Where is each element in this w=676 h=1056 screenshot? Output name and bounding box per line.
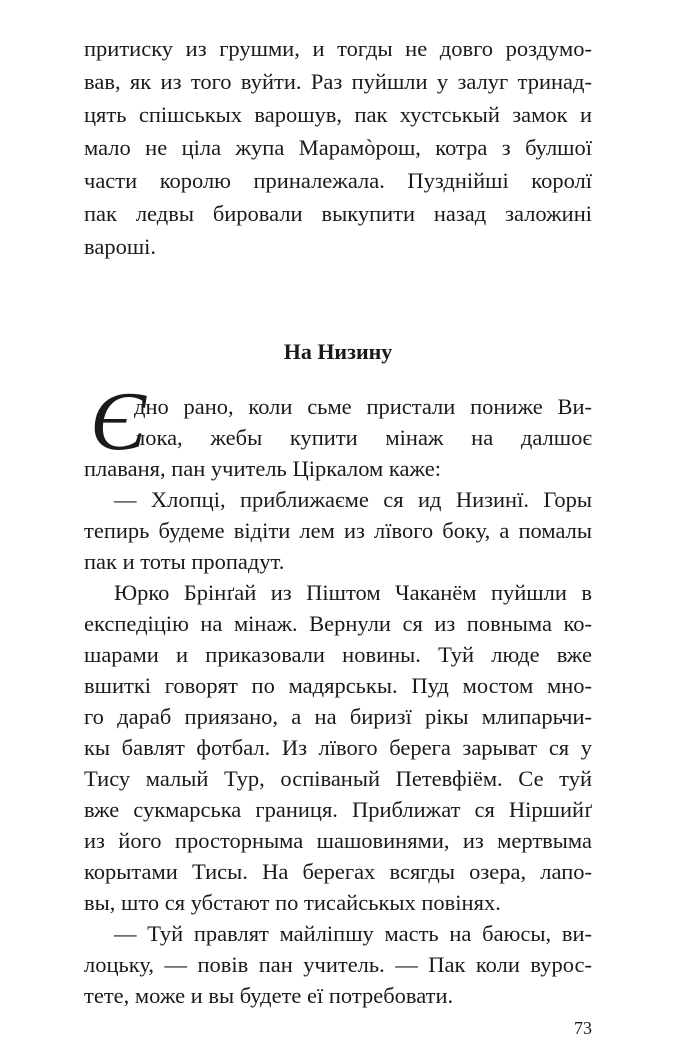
text-line: мало не ціла жупа Марамòрош, котра з булшої	[84, 135, 592, 160]
text-line: тете, може и вы будете еї потребовати.	[84, 983, 454, 1008]
text-line: лока, жебы купити мінаж на далшоє	[134, 425, 592, 450]
drop-cap: Є	[90, 375, 147, 468]
text-line: вы, што ся убстают по тисайськых повінях.	[84, 890, 501, 915]
text-line: пак ледвы бировали выкупити назад заложині	[84, 201, 592, 226]
text-line: тепирь будеме відіти лем из лївого боку, а помалы	[84, 518, 592, 543]
page-number: 73	[574, 1018, 592, 1038]
text-line: корытами Тисы. На берегах всягды озера, лапо-	[84, 859, 592, 884]
text-line: дно рано, коли сьме пристали пониже Ви-	[134, 394, 592, 419]
text-line: пак и тоты пропадут.	[84, 549, 285, 574]
text-line: — Хлопці, приближаєме ся ид Низинї. Горы	[114, 487, 592, 512]
text-line: кы бавлят фотбал. Из лївого берега зарыват ся у	[84, 735, 592, 760]
text-line: плаваня, пан учитель Ціркалом каже:	[84, 456, 441, 481]
section-title: На Низину	[283, 339, 393, 364]
text-line: притиску из грушми, и тогды не довго роздумо-	[84, 36, 592, 61]
text-line: цять спішськых варошув, пак хустськый замок и	[84, 102, 592, 127]
text-line: шарами и приказовали новины. Туй люде вже	[84, 642, 592, 667]
text-line: вшиткі говорят по мадярськы. Пуд мостом мно-	[84, 673, 592, 698]
text-line: вже сукмарська границя. Приближат ся Ніршийґ	[84, 797, 592, 822]
text-line: Тису малый Тур, оспіваный Петевфіём. Се туй	[84, 766, 592, 791]
text-line: експедіцію на мінаж. Вернули ся из повныма ко-	[84, 611, 592, 636]
text-line: вав, як из того вуйти. Раз пуйшли у залуг тринад-	[84, 69, 592, 94]
text-line: части королю приналежала. Пузднійші королї	[84, 168, 592, 193]
text-line: вароші.	[84, 234, 157, 259]
text-line: — Туй правлят майліпшу масть на баюсы, ви-	[114, 921, 592, 946]
text-line: лоцьку, — повів пан учитель. — Пак коли вурос-	[84, 952, 592, 977]
text-line: Юрко Брінґай из Піштом Чаканём пуйшли в	[114, 580, 592, 605]
text-line: го дараб приязано, а на биризї рікы млипарьчи-	[84, 704, 592, 729]
text-line: из його просторныма шашовинями, из мертвыма	[84, 828, 592, 853]
